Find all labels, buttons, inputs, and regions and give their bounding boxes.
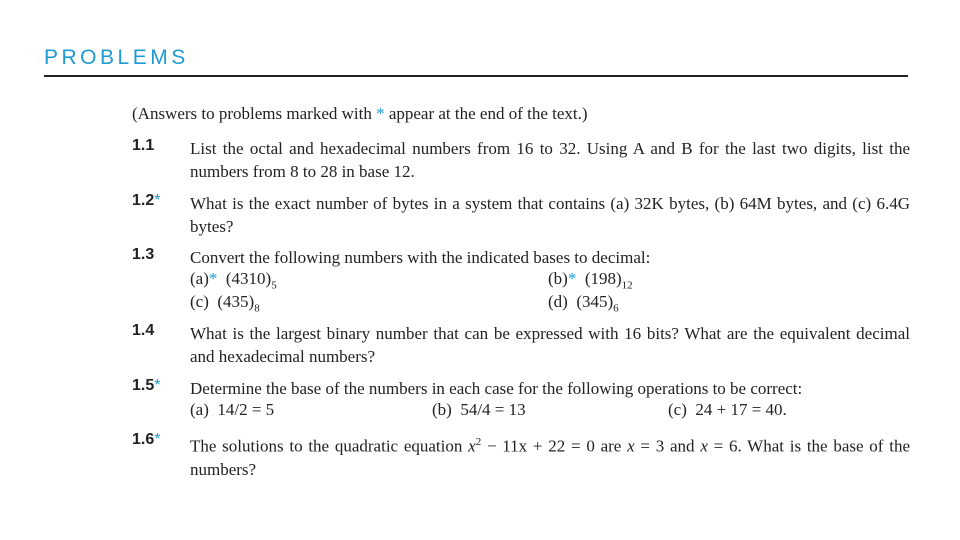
title-divider (44, 75, 908, 77)
problem-number: 1.3 (132, 246, 155, 263)
problem-number: 1.1 (132, 137, 155, 154)
section-title: PROBLEMS (44, 46, 189, 69)
problem-text: Convert the following numbers with the indicated bases to decimal: (190, 248, 651, 267)
problem-1-2 (132, 192, 910, 238)
problem-text: What is the largest binary number that can be expressed with 16 bits? What are the equivalent decimal and hexadecimal numbers? (190, 324, 910, 366)
problem-1-4 (132, 322, 910, 368)
subpart-c: (c) 24 + 17 = 40. (668, 400, 787, 419)
problem-text: List the octal and hexadecimal numbers from 16 to 32. Using A and B for the last two digits, list the numbers from 8 to 28 in base 12. (190, 139, 910, 181)
problem-1-6 (132, 431, 910, 481)
subparts-row (190, 292, 910, 315)
problem-number: 1.4 (132, 322, 155, 339)
problem-text: What is the exact number of bytes in a system that contains (a) 32K bytes, (b) 64M bytes, and (c) 6.4G bytes? (190, 194, 910, 236)
subpart-d: (d) $(345)_6$ (548, 292, 619, 315)
subpart-a: (a) 14/2 = 5 (190, 400, 275, 419)
note-text-start: (Answers to problems marked with (132, 104, 377, 123)
note-star: * (376, 104, 385, 123)
problem-number: 1.6* (132, 431, 161, 448)
subpart-a: (a)* $(4310)_5$ (190, 269, 277, 292)
problem-text: Determine the base of the numbers in each case for the following operations to be correct: (190, 379, 803, 398)
note-text-end: appear at the end of the text.) (384, 104, 588, 123)
subpart-b: (b)* $(198)_{12}$ (548, 269, 633, 292)
problem-number: 1.5* (132, 377, 161, 394)
answers-note (132, 104, 588, 124)
problem-number: 1.2* (132, 192, 161, 209)
problem-1-3 (132, 246, 910, 315)
problem-text: The solutions to the quadratic equation $x^2 - 11x + 22 = 0$ are x = 3 and x = 6. What is the base of the numbers? (190, 436, 910, 479)
subparts-row (190, 400, 910, 423)
subpart-b: (b) 54/4 = 13 (432, 400, 526, 419)
subpart-c: (c) $(435)_8$ (190, 292, 260, 315)
subparts-row (190, 269, 910, 292)
problem-1-5 (132, 377, 910, 423)
problem-1-1 (132, 137, 910, 183)
